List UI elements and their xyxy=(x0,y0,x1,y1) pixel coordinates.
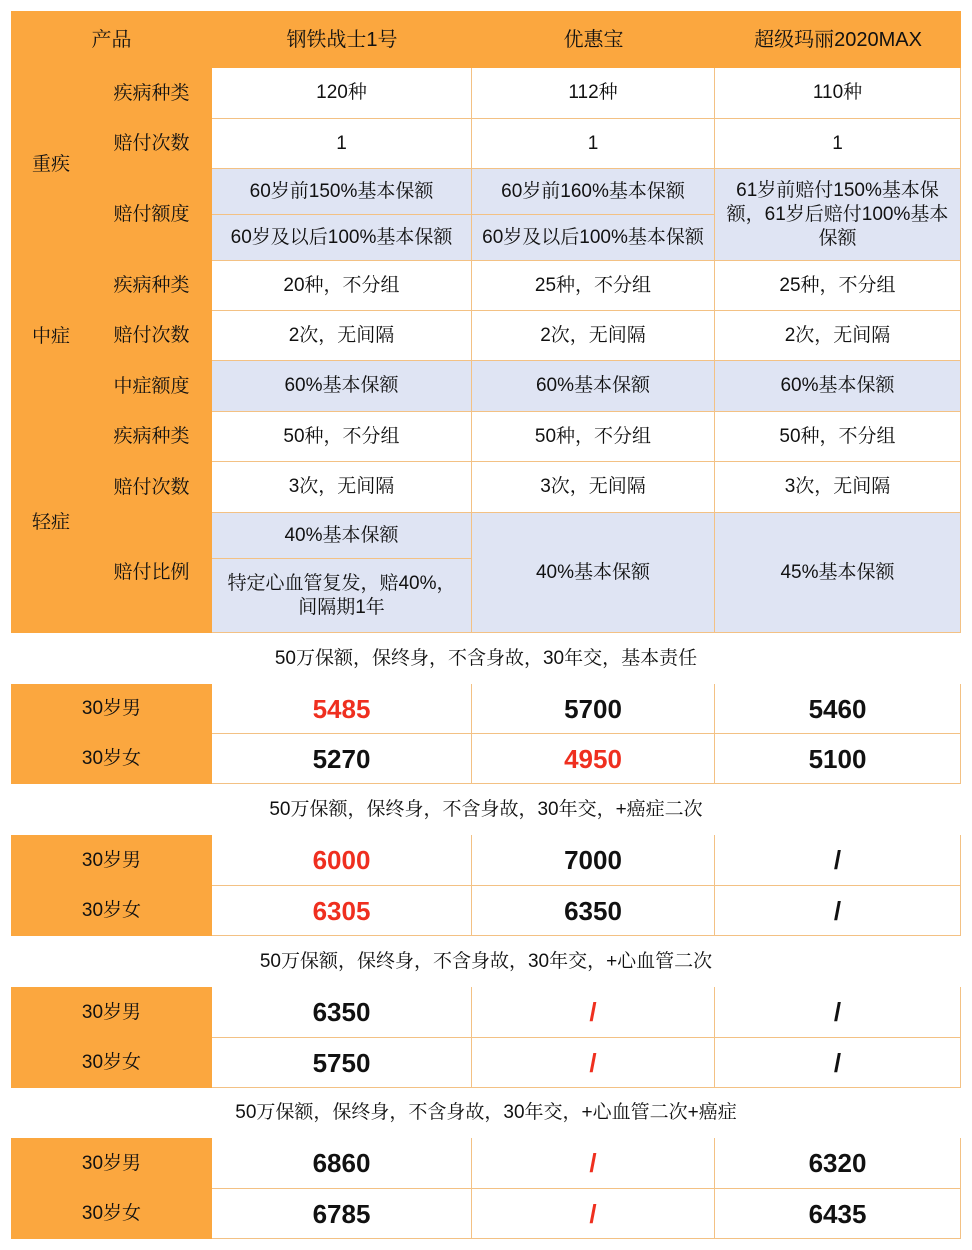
price-block-title: 50万保额，保终身，不含身故，30年交，+癌症二次 xyxy=(11,784,961,835)
price-cell: 6000 xyxy=(212,835,472,886)
row-label-male: 30岁男 xyxy=(11,835,212,886)
price-cell: 5700 xyxy=(472,684,715,734)
cell: 50种，不分组 xyxy=(715,412,961,462)
section-moderate: 中症 xyxy=(31,325,70,347)
comparison-table xyxy=(11,11,961,1239)
label-moderate-disease-types: 疾病种类 xyxy=(113,275,190,296)
header-product: 产品 xyxy=(11,11,212,68)
price-cell: 6305 xyxy=(212,886,472,936)
cell: 110种 xyxy=(715,68,961,119)
cell: 120种 xyxy=(212,68,472,119)
cell: 2次，无间隔 xyxy=(472,311,715,361)
label-critical-claim-amount: 赔付额度 xyxy=(113,204,190,225)
cell: 60%基本保额 xyxy=(212,361,472,412)
cell: 50种，不分组 xyxy=(472,412,715,462)
price-cell: / xyxy=(715,886,961,936)
price-cell: 6350 xyxy=(212,987,472,1038)
price-cell: / xyxy=(715,1038,961,1088)
cell: 60岁及以后100%基本保额 xyxy=(212,215,472,261)
price-block-title: 50万保额，保终身，不含身故，30年交，+心血管二次 xyxy=(11,936,961,987)
header-product-2: 优惠宝 xyxy=(472,11,715,68)
price-cell: 5460 xyxy=(715,684,961,734)
price-cell: 4950 xyxy=(472,734,715,784)
label-critical-disease-types: 疾病种类 xyxy=(113,82,190,104)
label-mild-disease-types: 疾病种类 xyxy=(113,426,190,447)
price-cell: / xyxy=(715,835,961,886)
label-mild-claim-ratio: 赔付比例 xyxy=(113,562,190,583)
cell: 60%基本保额 xyxy=(715,361,961,412)
price-cell: / xyxy=(472,1038,715,1088)
cell: 3次，无间隔 xyxy=(472,462,715,513)
cell: 50种，不分组 xyxy=(212,412,472,462)
price-cell: 5750 xyxy=(212,1038,472,1088)
price-cell: 6860 xyxy=(212,1138,472,1189)
price-cell: 6320 xyxy=(715,1138,961,1189)
price-cell: / xyxy=(472,987,715,1038)
price-cell: 6785 xyxy=(212,1189,472,1239)
cell: 1 xyxy=(472,119,715,169)
label-moderate-claim-times: 赔付次数 xyxy=(113,325,190,346)
row-label-male: 30岁男 xyxy=(11,987,212,1038)
price-cell: 5270 xyxy=(212,734,472,784)
cell: 60岁前150%基本保额 xyxy=(212,169,472,215)
row-label-female: 30岁女 xyxy=(11,734,212,784)
cell: 1 xyxy=(212,119,472,169)
price-cell: 5100 xyxy=(715,734,961,784)
price-cell: 7000 xyxy=(472,835,715,886)
cell: 25种，不分组 xyxy=(472,261,715,311)
header-product-3: 超级玛丽2020MAX xyxy=(715,11,961,68)
price-cell: / xyxy=(472,1189,715,1239)
cell: 25种，不分组 xyxy=(715,261,961,311)
cell: 40%基本保额 xyxy=(472,513,715,633)
row-label-male: 30岁男 xyxy=(11,684,212,734)
cell: 45%基本保额 xyxy=(715,513,961,633)
cell: 60岁及以后100%基本保额 xyxy=(472,215,715,261)
label-mild-claim-times: 赔付次数 xyxy=(113,476,190,498)
row-label-female: 30岁女 xyxy=(11,1189,212,1239)
cell: 1 xyxy=(715,119,961,169)
cell: 3次，无间隔 xyxy=(212,462,472,513)
cell: 60岁前160%基本保额 xyxy=(472,169,715,215)
price-cell: / xyxy=(715,987,961,1038)
cell: 40%基本保额 xyxy=(212,513,472,559)
header-product-1: 钢铁战士1号 xyxy=(212,11,472,68)
cell: 特定心血管复发，赔40%，间隔期1年 xyxy=(212,559,472,633)
cell: 2次，无间隔 xyxy=(715,311,961,361)
cell: 3次，无间隔 xyxy=(715,462,961,513)
price-block-title: 50万保额，保终身，不含身故，30年交，基本责任 xyxy=(11,633,961,684)
cell: 61岁前赔付150%基本保额，61岁后赔付100%基本保额 xyxy=(715,169,961,261)
section-mild: 轻症 xyxy=(31,511,70,533)
label-moderate-amount: 中症额度 xyxy=(113,375,190,397)
label-critical-claim-times: 赔付次数 xyxy=(113,133,190,154)
row-label-female: 30岁女 xyxy=(11,1038,212,1088)
price-cell: 6350 xyxy=(472,886,715,936)
price-cell: 5485 xyxy=(212,684,472,734)
cell: 112种 xyxy=(472,68,715,119)
price-cell: 6435 xyxy=(715,1189,961,1239)
price-cell: / xyxy=(472,1138,715,1189)
price-block-title: 50万保额，保终身，不含身故，30年交，+心血管二次+癌症 xyxy=(11,1088,961,1138)
section-critical: 重疾 xyxy=(31,153,70,175)
row-label-female: 30岁女 xyxy=(11,886,212,936)
row-label-male: 30岁男 xyxy=(11,1138,212,1189)
cell: 20种，不分组 xyxy=(212,261,472,311)
cell: 2次，无间隔 xyxy=(212,311,472,361)
cell: 60%基本保额 xyxy=(472,361,715,412)
